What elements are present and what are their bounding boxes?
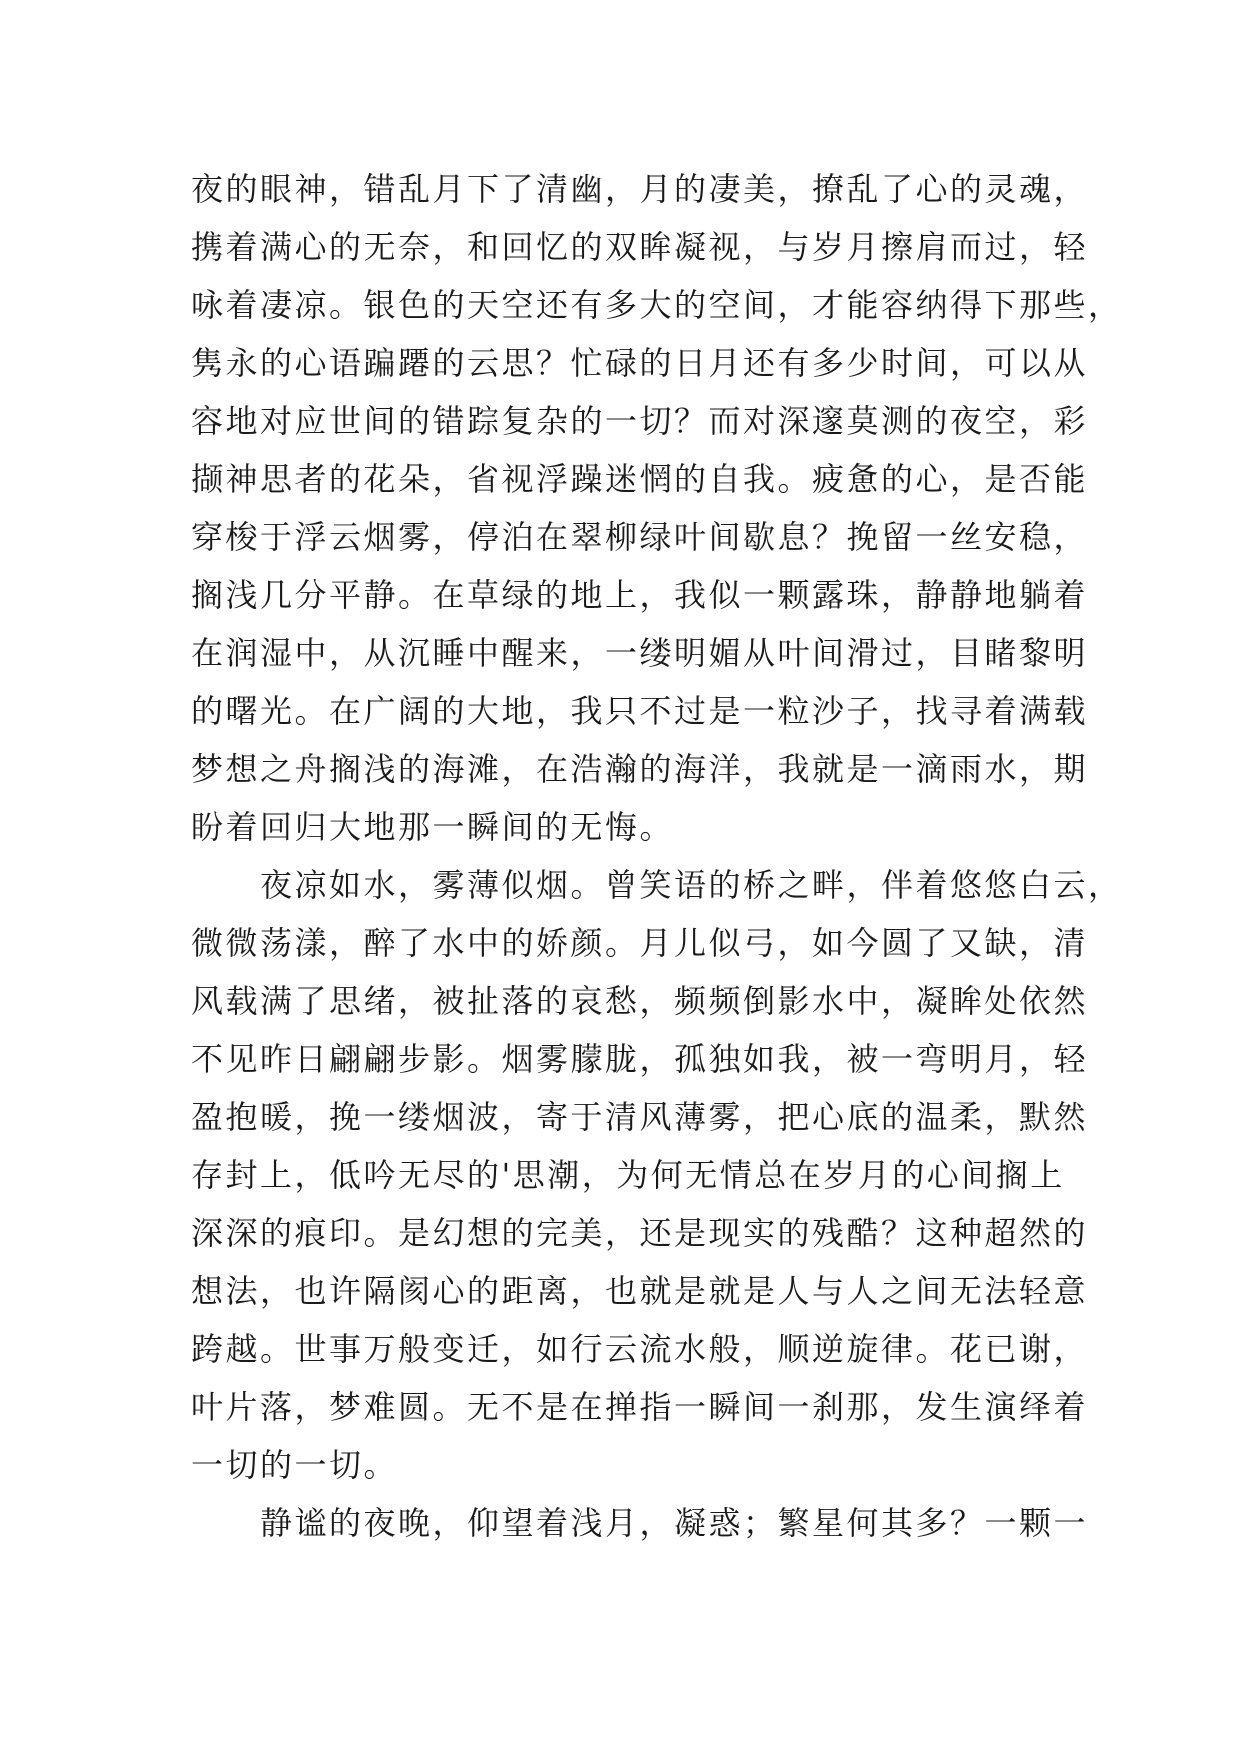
text-line: 梦想之舟搁浅的海滩，在浩瀚的海洋，我就是一滴雨水，期 [191, 750, 1089, 788]
text-line: 不见昨日翩翩步影。烟雾朦胧，孤独如我，被一弯明月，轻 [191, 1040, 1089, 1078]
text-line: 盈抱暖，挽一缕烟波，寄于清风薄雾，把心底的温柔，默然 [191, 1098, 1089, 1136]
text-line: 夜的眼神，错乱月下了清幽，月的凄美，撩乱了心的灵魂， [191, 170, 1089, 208]
text-line: 的曙光。在广阔的大地，我只不过是一粒沙子，找寻着满载 [191, 692, 1089, 730]
text-line: 静谧的夜晚，仰望着浅月，凝惑；繁星何其多？一颗一 [191, 1504, 1089, 1542]
text-line: 携着满心的无奈，和回忆的双眸凝视，与岁月擦肩而过，轻 [191, 228, 1089, 266]
text-line: 微微荡漾，醉了水中的娇颜。月儿似弓，如今圆了又缺，清 [191, 924, 1089, 962]
text-line: 撷神思者的花朵，省视浮躁迷惘的自我。疲惫的心，是否能 [191, 460, 1089, 498]
text-line: 在润湿中，从沉睡中醒来，一缕明媚从叶间滑过，目睹黎明 [191, 634, 1089, 672]
text-line: 存封上，低吟无尽的'思潮，为何无情总在岁月的心间搁上 [191, 1156, 1065, 1194]
text-line: 一切的一切。 [191, 1446, 399, 1484]
text-line: 叶片落，梦难圆。无不是在掸指一瞬间一刹那，发生演绎着 [191, 1388, 1089, 1426]
text-line: 咏着凄凉。银色的天空还有多大的空间，才能容纳得下那些， [191, 286, 1123, 324]
document-body [191, 160, 1123, 1552]
text-line: 穿梭于浮云烟雾，停泊在翠柳绿叶间歇息？挽留一丝安稳， [191, 518, 1089, 556]
text-line: 跨越。世事万般变迁，如行云流水般，顺逆旋律。花已谢， [191, 1330, 1089, 1368]
text-line: 想法，也许隔阂心的距离，也就是就是人与人之间无法轻意 [191, 1272, 1089, 1310]
text-line: 容地对应世间的错踪复杂的一切？而对深邃莫测的夜空，彩 [191, 402, 1089, 440]
text-line: 搁浅几分平静。在草绿的地上，我似一颗露珠，静静地躺着 [191, 576, 1089, 614]
paragraph-3 [191, 1494, 1089, 1552]
text-line: 隽永的心语蹁蹮的云思？忙碌的日月还有多少时间，可以从 [191, 344, 1089, 382]
paragraph-1 [191, 160, 1123, 856]
paragraph-2 [191, 856, 1123, 1494]
text-line: 盼着回归大地那一瞬间的无悔。 [191, 808, 675, 846]
text-line: 风载满了思绪，被扯落的哀愁，频频倒影水中，凝眸处依然 [191, 982, 1089, 1020]
text-line: 夜凉如水，雾薄似烟。曾笑语的桥之畔，伴着悠悠白云， [191, 866, 1123, 904]
text-line: 深深的痕印。是幻想的完美，还是现实的残酷？这种超然的 [191, 1214, 1089, 1252]
